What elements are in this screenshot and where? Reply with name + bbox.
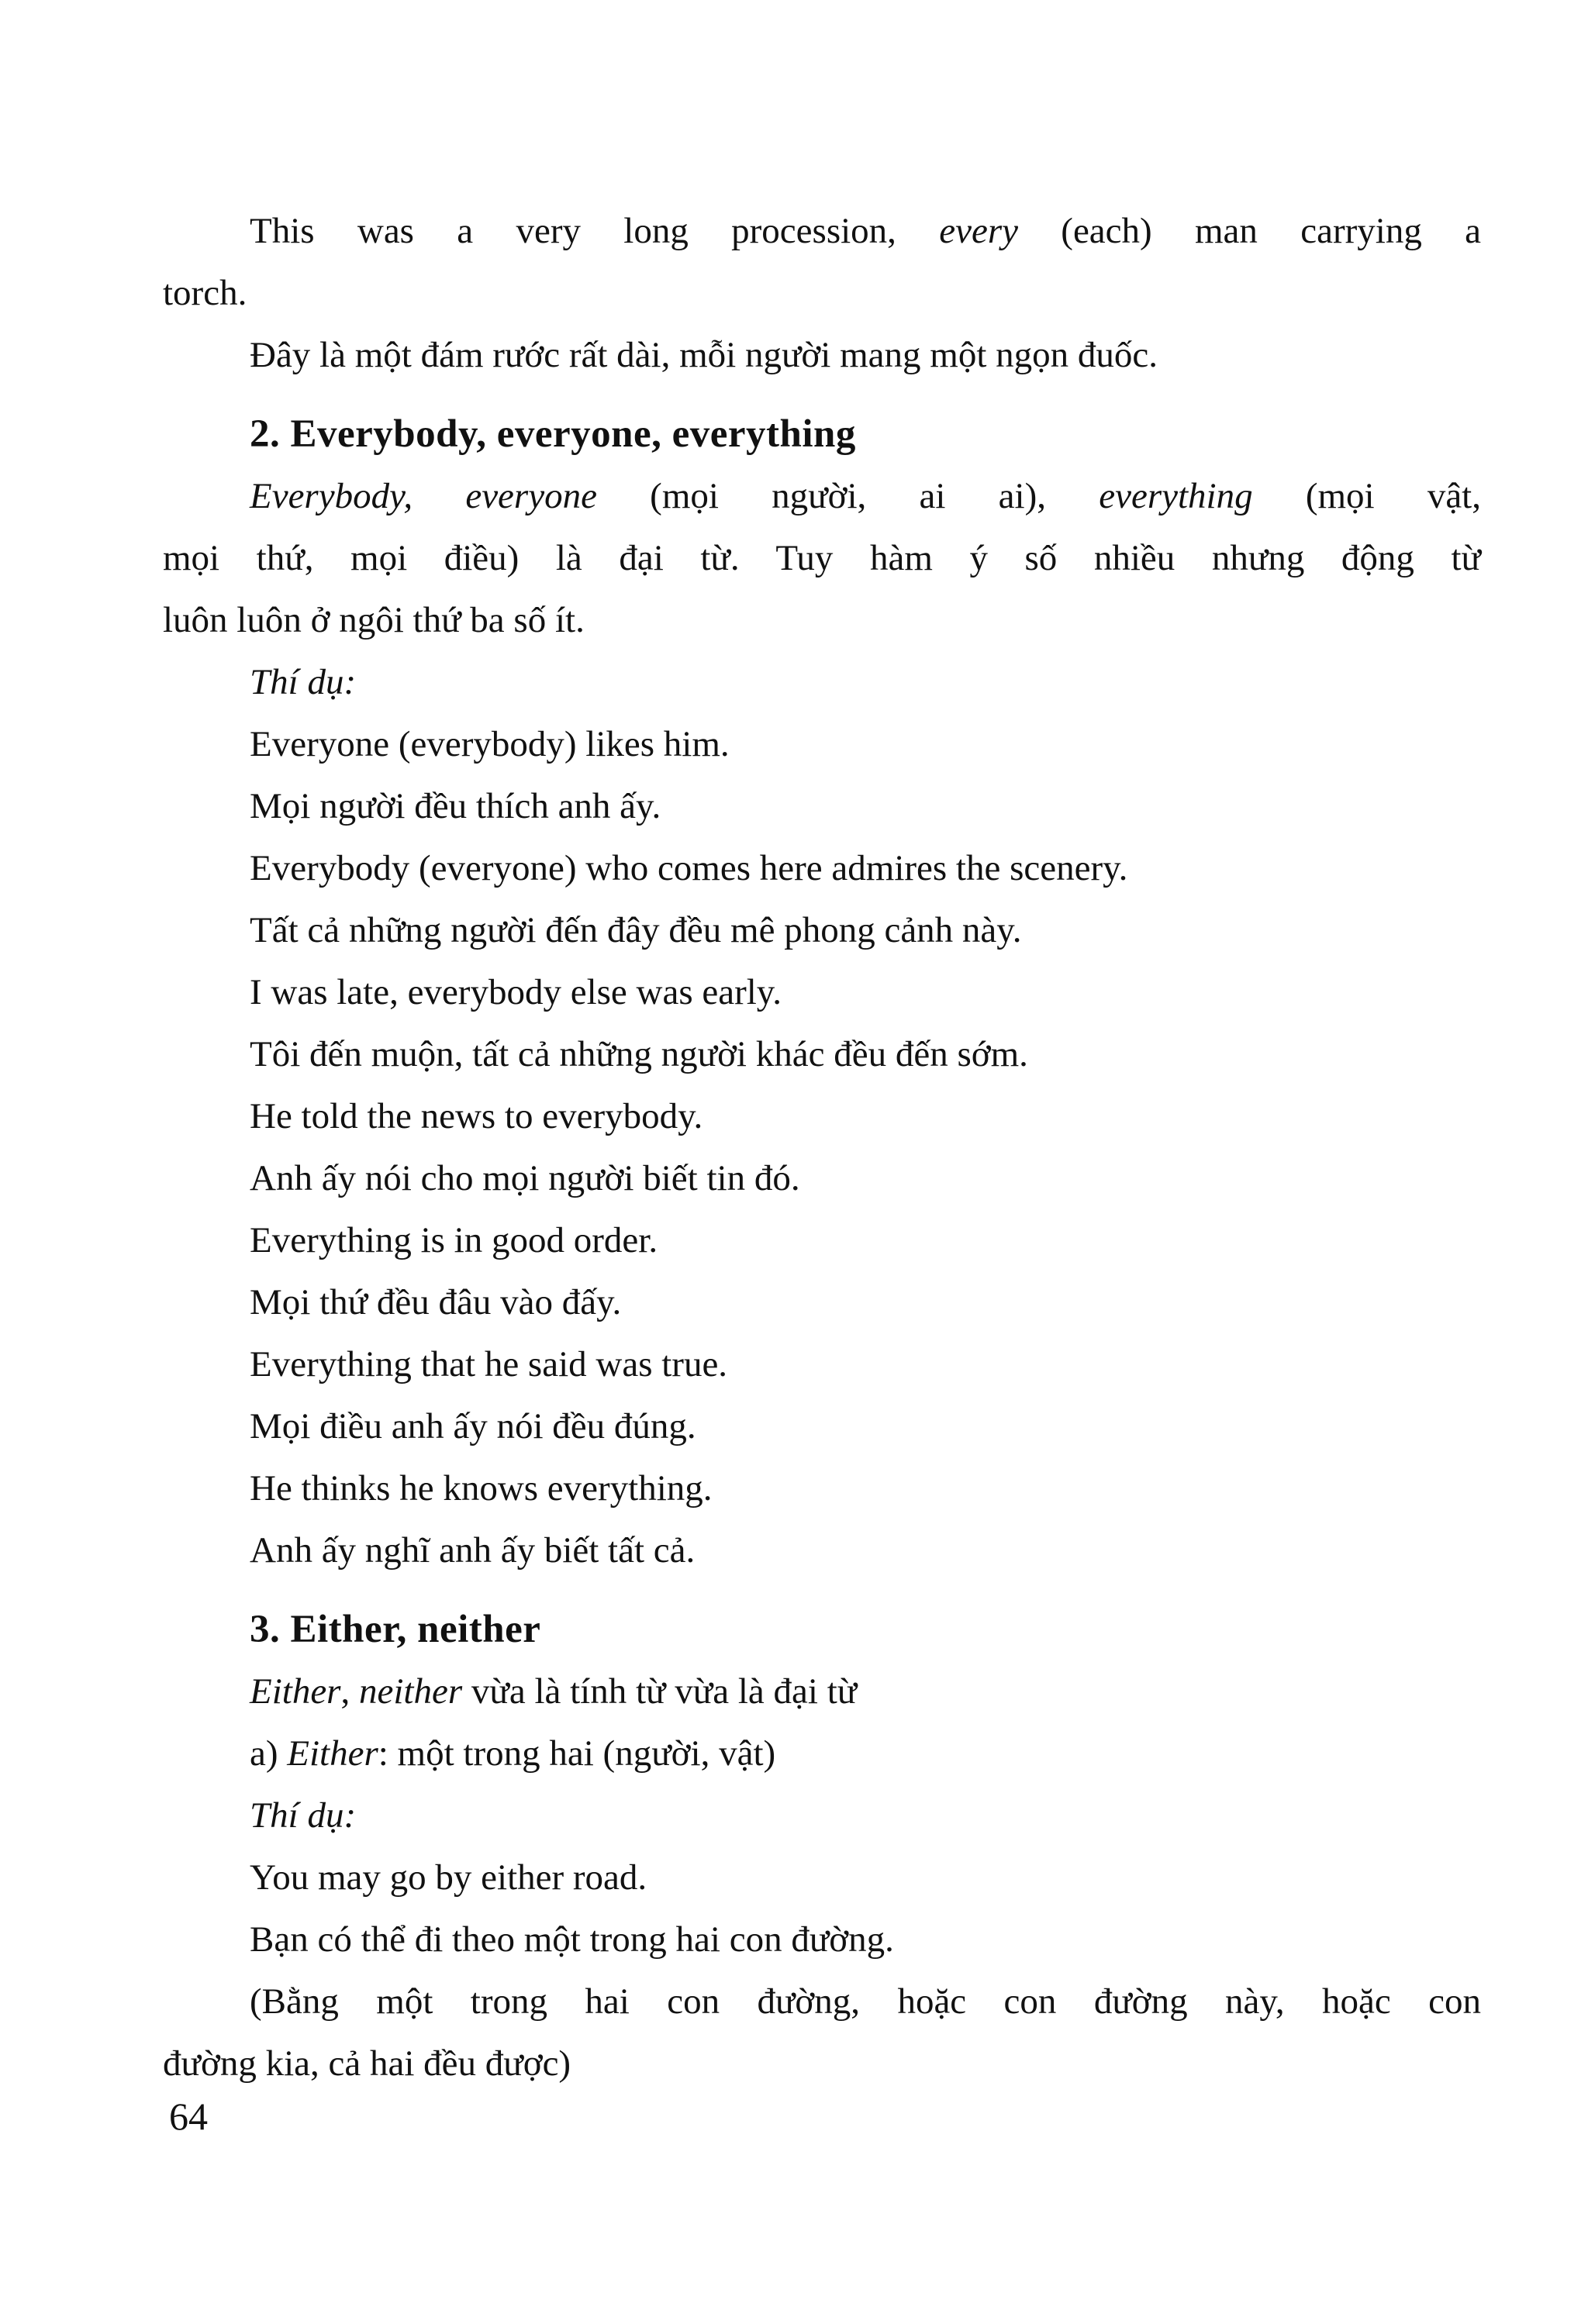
example-translation: Mọi người đều thích anh ấy.	[250, 786, 661, 826]
text-line: mọi thứ, mọi điều) là đại từ. Tuy hàm ý số nhiều nhưng động từ	[163, 538, 1481, 578]
section-heading-2: 2. Everybody, everyone, everything	[250, 412, 856, 456]
text-run: This was a very long procession,	[250, 211, 940, 251]
text-line	[163, 1660, 1481, 1722]
text-run: (mọi vật,	[1252, 476, 1481, 516]
text-line: luôn luôn ở ngôi thứ ba số ít.	[163, 600, 585, 640]
italic-term: everything	[1099, 476, 1253, 516]
text-line	[163, 200, 1481, 262]
text-run: ,	[340, 1671, 359, 1712]
text-run: (mọi người, ai ai),	[596, 476, 1100, 516]
example-sentence: You may go by either road.	[250, 1857, 647, 1898]
text-run: (each) man carrying a	[1017, 211, 1481, 251]
example-translation: Anh ấy nghĩ anh ấy biết tất cả.	[250, 1530, 696, 1571]
text-line: đường kia, cả hai đều được)	[163, 2043, 571, 2084]
example-sentence: Everyone (everybody) likes him.	[250, 724, 730, 764]
example-translation: Tất cả những người đến đây đều mê phong cảnh này.	[250, 910, 1022, 950]
example-sentence: He told the news to everybody.	[250, 1096, 703, 1136]
italic-label: Thí dụ:	[250, 662, 357, 702]
italic-term: Either	[287, 1733, 378, 1774]
text-line: (Bằng một trong hai con đường, hoặc con đường này, hoặc con	[250, 1981, 1481, 2022]
example-sentence: I was late, everybody else was early.	[250, 972, 782, 1012]
page-number: 64	[169, 2095, 208, 2138]
text-line: torch.	[163, 273, 247, 313]
italic-label: Thí dụ:	[250, 1795, 357, 1836]
example-sentence: Everything is in good order.	[250, 1220, 658, 1260]
italic-term: neither	[358, 1671, 463, 1712]
italic-term: every	[939, 211, 1018, 251]
example-sentence: He thinks he knows everything.	[250, 1468, 713, 1509]
text-run: a)	[250, 1733, 288, 1774]
section-heading-3: 3. Either, neither	[250, 1608, 541, 1651]
text-line	[163, 1722, 1481, 1784]
example-translation: Bạn có thể đi theo một trong hai con đường.	[250, 1919, 894, 1960]
example-translation: Mọi thứ đều đâu vào đấy.	[250, 1282, 622, 1322]
text-run: : một trong hai (người, vật)	[378, 1733, 776, 1774]
text-run: vừa là tính từ vừa là đại từ	[462, 1671, 858, 1712]
page-body	[163, 200, 1481, 2095]
example-label	[163, 651, 1481, 713]
example-translation: Anh ấy nói cho mọi người biết tin đó.	[250, 1158, 800, 1198]
example-translation: Tôi đến muộn, tất cả những người khác đều đến sớm.	[250, 1034, 1028, 1074]
italic-term: Everybody, everyone	[250, 476, 597, 516]
italic-term: Either	[250, 1671, 341, 1712]
example-sentence: Everything that he said was true.	[250, 1344, 728, 1384]
text-line	[163, 465, 1481, 527]
text-line: Đây là một đám rước rất dài, mỗi người mang một ngọn đuốc.	[250, 335, 1158, 375]
example-label	[163, 1784, 1481, 1846]
example-translation: Mọi điều anh ấy nói đều đúng.	[250, 1406, 696, 1446]
example-sentence: Everybody (everyone) who comes here admires the scenery.	[250, 848, 1128, 888]
